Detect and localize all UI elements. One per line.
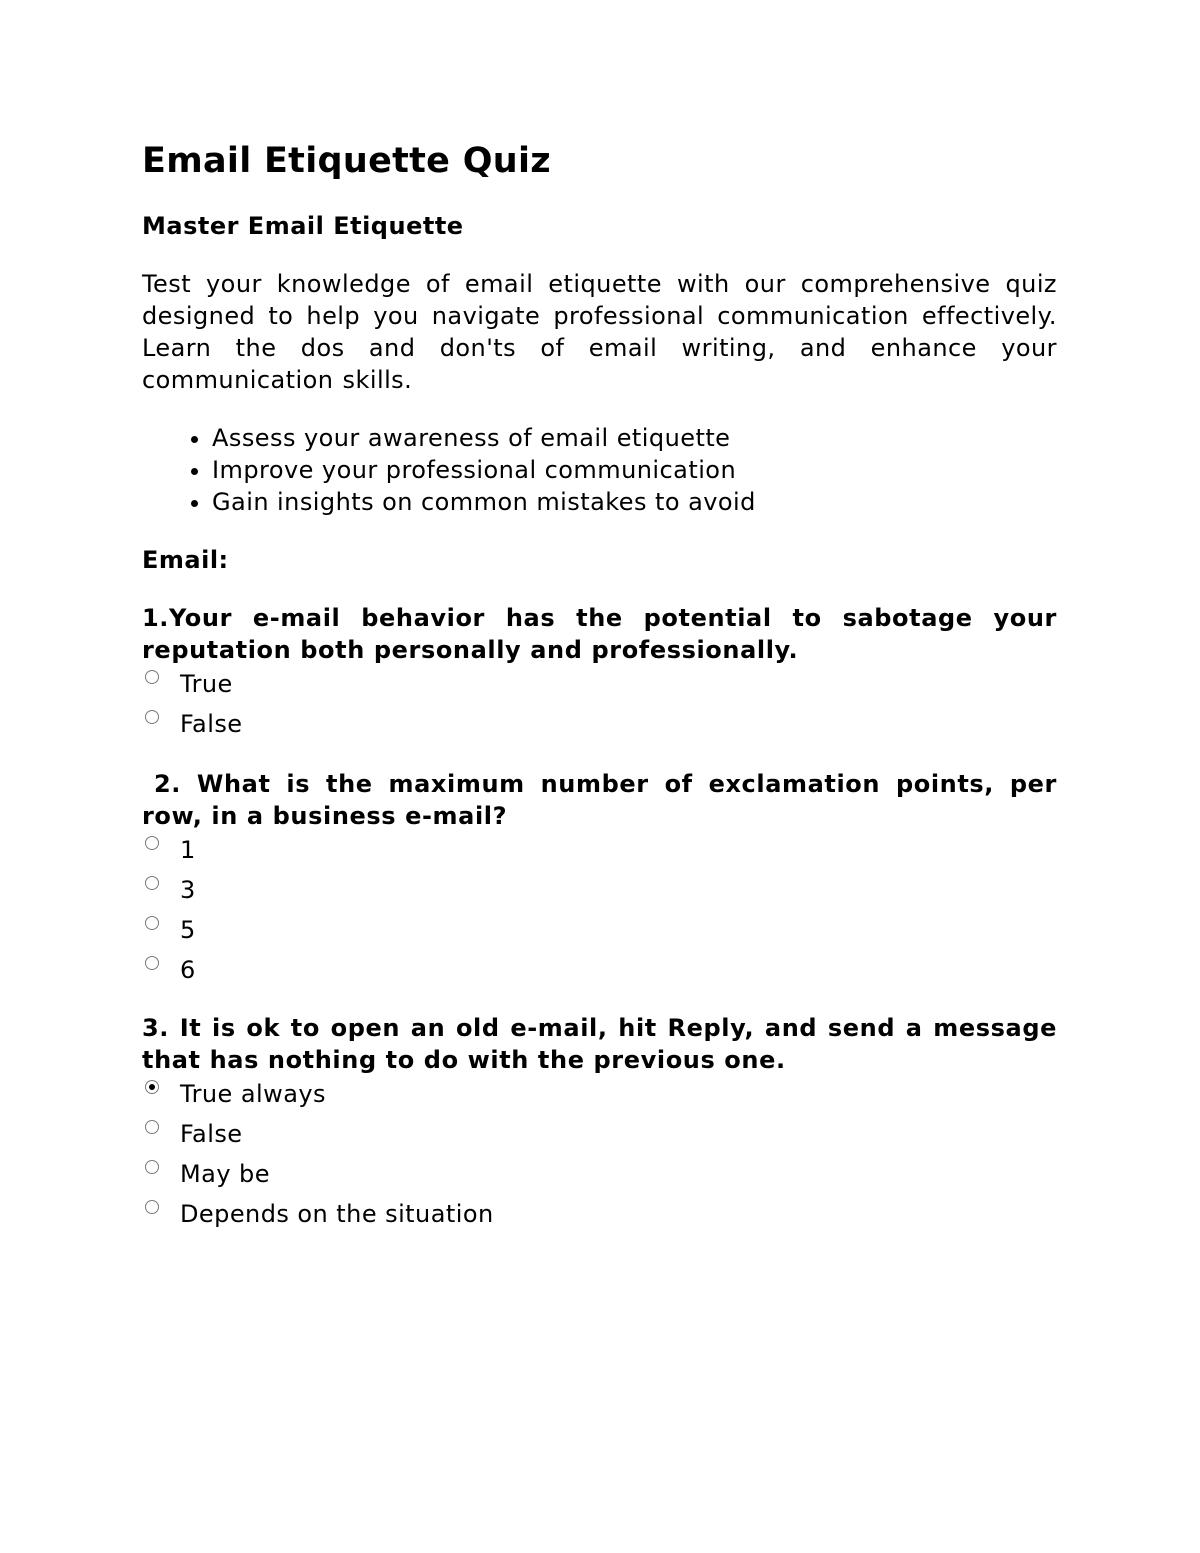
question-2 xyxy=(142,768,1057,992)
list-item: • Assess your awareness of email etiquette xyxy=(212,422,1057,454)
radio-button-icon[interactable] xyxy=(145,956,159,970)
option-label: False xyxy=(180,710,243,738)
radio-button-icon[interactable] xyxy=(145,1160,159,1174)
option-label: False xyxy=(180,1120,243,1148)
page-subtitle: Master Email Etiquette xyxy=(142,212,464,240)
question-1 xyxy=(142,602,1057,746)
option-label: 1 xyxy=(180,836,196,864)
radio-button-icon[interactable] xyxy=(145,1120,159,1134)
option-label: 5 xyxy=(180,916,196,944)
question-2-option-1[interactable] xyxy=(142,832,1057,872)
radio-button-icon[interactable] xyxy=(145,670,159,684)
question-1-option-false[interactable] xyxy=(142,706,1057,746)
option-label: May be xyxy=(180,1160,270,1188)
question-2-option-3[interactable] xyxy=(142,872,1057,912)
question-1-option-true[interactable] xyxy=(142,666,1057,706)
email-section-label: Email: xyxy=(142,546,229,574)
question-3-option-may-be[interactable] xyxy=(142,1156,1057,1196)
option-label: 3 xyxy=(180,876,196,904)
question-3-text: 3. It is ok to open an old e-mail, hit Reply, and send a message that has nothing to do with the previous one. xyxy=(142,1014,1057,1074)
radio-button-icon[interactable] xyxy=(145,876,159,890)
document-page xyxy=(142,138,1057,1236)
question-3-option-true-always[interactable] xyxy=(142,1076,1057,1116)
list-item: • Gain insights on common mistakes to avoid xyxy=(212,486,1057,518)
radio-button-checked-icon[interactable] xyxy=(145,1080,159,1094)
option-label: 6 xyxy=(180,956,196,984)
option-label: Depends on the situation xyxy=(180,1200,494,1228)
radio-button-icon[interactable] xyxy=(145,836,159,850)
radio-button-icon[interactable] xyxy=(145,916,159,930)
intro-paragraph: Test your knowledge of email etiquette with our comprehensive quiz designed to help you navigate professional communication effectively. Learn the dos and don'ts of email writing, and enhance your communication skills. xyxy=(142,270,1057,394)
question-1-text: 1.Your e-mail behavior has the potential to sabotage your reputation both personally and professionally. xyxy=(142,604,1057,664)
benefits-list xyxy=(142,422,1057,518)
radio-button-icon[interactable] xyxy=(145,710,159,724)
question-3-option-depends[interactable] xyxy=(142,1196,1057,1236)
question-3-option-false[interactable] xyxy=(142,1116,1057,1156)
option-label: True always xyxy=(180,1080,326,1108)
question-2-option-6[interactable] xyxy=(142,952,1057,992)
question-3 xyxy=(142,1012,1057,1236)
list-item: • Improve your professional communication xyxy=(212,454,1057,486)
question-2-text: 2. What is the maximum number of exclamation points, per row, in a business e-mail? xyxy=(142,770,1057,830)
page-title: Email Etiquette Quiz xyxy=(142,141,551,181)
option-label: True xyxy=(180,670,233,698)
radio-button-icon[interactable] xyxy=(145,1200,159,1214)
question-2-option-5[interactable] xyxy=(142,912,1057,952)
